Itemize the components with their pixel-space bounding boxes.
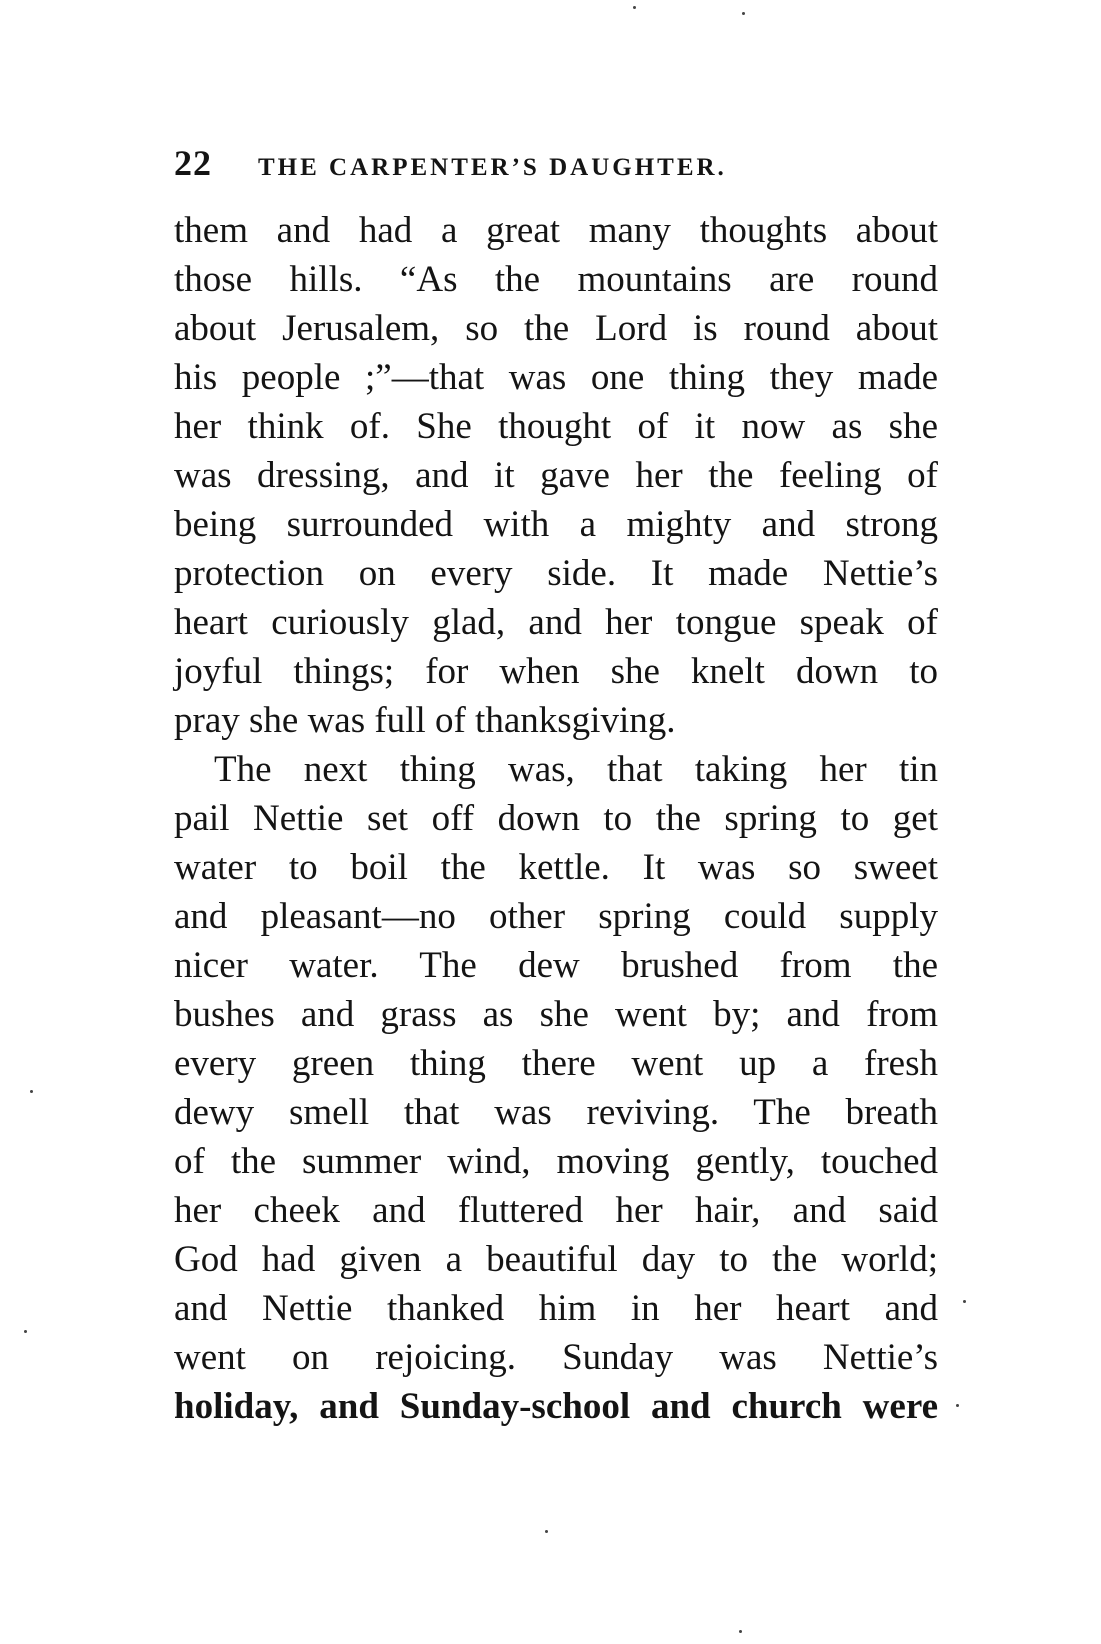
- text-line: about Jerusalem, so the Lord is round about: [174, 308, 938, 349]
- text-line: and pleasant—no other spring could supply: [174, 896, 938, 937]
- text-line: her think of. She thought of it now as she: [174, 406, 938, 447]
- text-line: heart curiously glad, and her tongue speak of: [174, 602, 938, 643]
- print-speck: [633, 6, 636, 9]
- body-text: [174, 206, 938, 1431]
- text-line: nicer water. The dew brushed from the: [174, 945, 938, 986]
- print-speck: [956, 1404, 959, 1407]
- paragraph-end-line: pray she was full of thanksgiving.: [174, 700, 676, 741]
- text-line: them and had a great many thoughts about: [174, 210, 938, 251]
- text-line: dewy smell that was reviving. The breath: [174, 1092, 938, 1133]
- print-speck: [742, 12, 745, 15]
- text-line: holiday, and Sunday-school and church were: [174, 1386, 938, 1427]
- text-line: was dressing, and it gave her the feeling of: [174, 455, 938, 496]
- text-line: and Nettie thanked him in her heart and: [174, 1288, 938, 1329]
- page-number: 22: [174, 143, 212, 183]
- text-line: those hills. “As the mountains are round: [174, 259, 938, 300]
- text-line: went on rejoicing. Sunday was Nettie’s: [174, 1337, 938, 1378]
- text-line: God had given a beautiful day to the world;: [174, 1239, 938, 1280]
- text-line: being surrounded with a mighty and strong: [174, 504, 938, 545]
- text-line: bushes and grass as she went by; and from: [174, 994, 938, 1035]
- print-speck: [963, 1300, 966, 1303]
- print-speck: [30, 1090, 33, 1093]
- book-title: THE CARPENTER’S DAUGHTER.: [258, 154, 727, 181]
- text-line: every green thing there went up a fresh: [174, 1043, 938, 1084]
- text-line: his people ;”—that was one thing they made: [174, 357, 938, 398]
- text-line: protection on every side. It made Nettie’s: [174, 553, 938, 594]
- text-line: of the summer wind, moving gently, touched: [174, 1141, 938, 1182]
- running-head: [174, 142, 894, 188]
- print-speck: [545, 1530, 548, 1533]
- text-line: joyful things; for when she knelt down to: [174, 651, 938, 692]
- text-line: her cheek and fluttered her hair, and said: [174, 1190, 938, 1231]
- text-line: pail Nettie set off down to the spring to get: [174, 798, 938, 839]
- paragraph-start-line: The next thing was, that taking her tin: [214, 749, 938, 790]
- print-speck: [739, 1630, 742, 1633]
- print-speck: [24, 1330, 27, 1333]
- text-line: water to boil the kettle. It was so sweet: [174, 847, 938, 888]
